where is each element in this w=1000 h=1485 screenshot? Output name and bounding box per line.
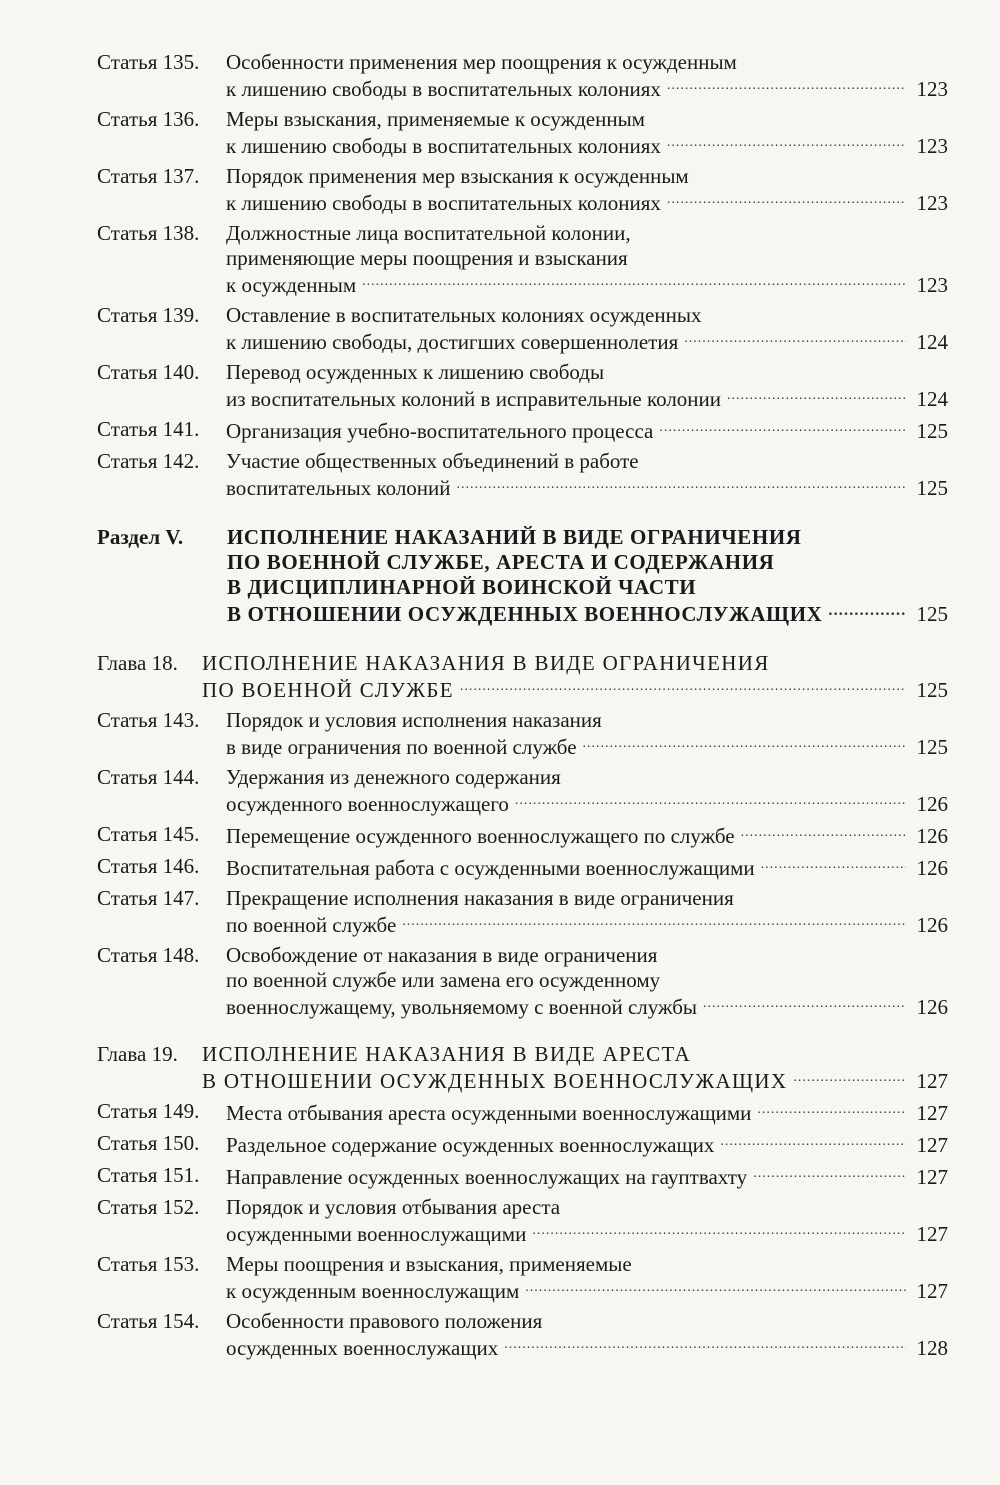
dot-leader	[741, 822, 906, 843]
toc-title-line: к осужденным	[226, 273, 357, 297]
toc-entry-label: Статья 150.	[97, 1131, 200, 1155]
toc-entry-title	[226, 360, 948, 412]
dot-leader	[525, 1277, 906, 1298]
dot-leader	[583, 733, 906, 754]
toc-entry-title	[226, 1252, 948, 1304]
page-number: 127	[916, 1133, 948, 1157]
toc-title-line: Организация учебно-воспитательного процесса	[226, 419, 654, 443]
dot-leader	[515, 790, 906, 811]
dot-leader	[532, 1220, 906, 1241]
page-number: 124	[916, 330, 948, 354]
toc-title-line: ИСПОЛНЕНИЕ НАКАЗАНИЯ В ВИДЕ ОГРАНИЧЕНИЯ	[202, 651, 770, 675]
dot-leader	[667, 75, 906, 96]
toc-title-last-line	[226, 1334, 948, 1361]
toc-title-line: из воспитательных колоний в исправительные колонии	[226, 387, 722, 411]
dot-leader	[793, 1067, 906, 1088]
dot-leader	[362, 271, 906, 292]
toc-title-last-line	[226, 733, 948, 760]
toc-article	[97, 221, 948, 298]
toc-title-last-line	[226, 328, 948, 355]
toc-title-line: Особенности правового положения	[226, 1309, 543, 1333]
page-number: 127	[916, 1222, 948, 1246]
toc-title-last-line	[226, 271, 948, 298]
toc-entry-label: Статья 153.	[97, 1252, 200, 1276]
toc-entry-label: Статья 138.	[97, 221, 200, 245]
toc-title-last-line	[226, 1163, 948, 1190]
toc-title-last-line	[226, 911, 948, 938]
toc-entry-title	[226, 1195, 948, 1247]
toc-entry-label: Глава 19.	[97, 1042, 178, 1066]
toc-title-line: Меры взыскания, применяемые к осужденным	[226, 107, 645, 131]
toc-entry-title	[226, 417, 948, 444]
toc-entry-label: Статья 135.	[97, 50, 200, 74]
page-number: 126	[916, 913, 948, 937]
toc-entry-title	[226, 1131, 948, 1158]
toc-title-line: В ОТНОШЕНИИ ОСУЖДЕННЫХ ВОЕННОСЛУЖАЩИХ	[227, 602, 823, 626]
toc-article	[97, 1163, 948, 1190]
toc-entry-title	[226, 854, 948, 881]
toc-entry-title	[226, 1099, 948, 1126]
toc-title-line: осужденного военнослужащего	[226, 792, 509, 816]
dot-leader	[402, 911, 906, 932]
toc-entry-label: Статья 145.	[97, 822, 200, 846]
toc-entry-label: Статья 143.	[97, 708, 200, 732]
page-number: 126	[916, 856, 948, 880]
page-number: 127	[916, 1069, 948, 1093]
toc-title-line: Должностные лица воспитательной колонии,	[226, 221, 631, 245]
toc-title-last-line	[226, 822, 948, 849]
toc-title-line: Воспитательная работа с осужденными военнослужащими	[226, 856, 755, 880]
page-number: 125	[916, 476, 948, 500]
toc-entry-label: Статья 139.	[97, 303, 200, 327]
dot-leader	[828, 600, 906, 621]
toc-title-line: Порядок применения мер взыскания к осужденным	[226, 164, 689, 188]
toc-title-last-line	[226, 132, 948, 159]
page-number: 126	[916, 824, 948, 848]
toc-title-line: к лишению свободы в воспитательных колониях	[226, 134, 661, 158]
toc-entry-label: Статья 148.	[97, 943, 200, 967]
toc-entry-title	[226, 1163, 948, 1190]
dot-leader	[504, 1334, 906, 1355]
dot-leader	[667, 132, 906, 153]
page-number: 127	[916, 1101, 948, 1125]
toc-title-line: военнослужащему, увольняемому с военной службы	[226, 995, 698, 1019]
toc-title-line: по военной службе	[226, 913, 397, 937]
toc-entry-label: Статья 154.	[97, 1309, 200, 1333]
dot-leader	[659, 417, 906, 438]
dot-leader	[460, 676, 906, 697]
toc-title-line: осужденных военнослужащих	[226, 1336, 499, 1360]
toc-article	[97, 1252, 948, 1304]
toc-title-last-line	[202, 1067, 948, 1094]
toc-article	[97, 708, 948, 760]
toc-entry-title	[226, 765, 948, 817]
toc-article	[97, 107, 948, 159]
page-number: 124	[916, 387, 948, 411]
toc-article	[97, 1099, 948, 1126]
toc-title-line: В ДИСЦИПЛИНАРНОЙ ВОИНСКОЙ ЧАСТИ	[227, 575, 697, 599]
dot-leader	[757, 1099, 906, 1120]
dot-leader	[761, 854, 906, 875]
toc-article	[97, 50, 948, 102]
toc-entry-label: Статья 152.	[97, 1195, 200, 1219]
toc-chapter	[97, 651, 948, 703]
toc-entry-label: Статья 136.	[97, 107, 200, 131]
toc-title-line: ИСПОЛНЕНИЕ НАКАЗАНИЙ В ВИДЕ ОГРАНИЧЕНИЯ	[227, 525, 802, 549]
toc-title-last-line	[226, 385, 948, 412]
toc-article	[97, 886, 948, 938]
dot-leader	[667, 189, 906, 210]
toc-title-line: Раздельное содержание осужденных военнослужащих	[226, 1133, 715, 1157]
toc-title-last-line	[202, 676, 948, 703]
toc-title-last-line	[227, 600, 948, 627]
page-number: 126	[916, 995, 948, 1019]
page-number: 123	[916, 77, 948, 101]
toc-title-line: Места отбывания ареста осужденными военнослужащими	[226, 1101, 752, 1125]
toc-title-last-line	[226, 417, 948, 444]
page-number: 125	[916, 678, 948, 702]
toc-title-last-line	[226, 993, 948, 1020]
toc-article	[97, 1309, 948, 1361]
page-number: 127	[916, 1279, 948, 1303]
toc-title-line: по военной службе или замена его осужденному	[226, 968, 661, 992]
toc-entry-title	[226, 886, 948, 938]
toc-title-line: ИСПОЛНЕНИЕ НАКАЗАНИЯ В ВИДЕ АРЕСТА	[202, 1042, 692, 1066]
toc-entry-title	[226, 449, 948, 501]
toc-entry-title	[226, 107, 948, 159]
toc-article	[97, 1195, 948, 1247]
toc-title-last-line	[226, 1277, 948, 1304]
toc-title-line: ПО ВОЕННОЙ СЛУЖБЕ	[202, 678, 454, 702]
toc-title-line: к лишению свободы в воспитательных колониях	[226, 191, 661, 215]
toc-title-line: Перевод осужденных к лишению свободы	[226, 360, 605, 384]
toc-title-last-line	[226, 1099, 948, 1126]
page-number: 125	[916, 602, 948, 626]
toc-title-line: Порядок и условия исполнения наказания	[226, 708, 602, 732]
toc-entry-label: Статья 140.	[97, 360, 200, 384]
page-number: 127	[916, 1165, 948, 1189]
toc-title-line: Порядок и условия отбывания ареста	[226, 1195, 561, 1219]
toc-entry-title	[226, 943, 948, 1020]
toc-section	[97, 525, 948, 627]
toc-article	[97, 943, 948, 1020]
toc-entry-title	[226, 221, 948, 298]
toc-article	[97, 765, 948, 817]
toc-entry-label: Статья 144.	[97, 765, 200, 789]
toc-title-line: Меры поощрения и взыскания, применяемые	[226, 1252, 632, 1276]
toc-entry-label: Раздел V.	[97, 525, 184, 549]
toc-chapter	[97, 1042, 948, 1094]
toc-title-line: в виде ограничения по военной службе	[226, 735, 577, 759]
toc-entry-title	[226, 822, 948, 849]
dot-leader	[727, 385, 906, 406]
toc-entry-title	[226, 708, 948, 760]
page-number: 128	[916, 1336, 948, 1360]
toc-entry-label: Статья 142.	[97, 449, 200, 473]
page-number: 125	[916, 419, 948, 443]
dot-leader	[720, 1131, 906, 1152]
toc-title-line: Участие общественных объединений в работе	[226, 449, 639, 473]
toc-article	[97, 360, 948, 412]
toc-article	[97, 822, 948, 849]
toc-article	[97, 303, 948, 355]
toc-entry-title	[202, 1042, 948, 1094]
toc-title-line: Перемещение осужденного военнослужащего по службе	[226, 824, 735, 848]
toc-entry-title	[202, 651, 948, 703]
toc-title-line: к лишению свободы в воспитательных колониях	[226, 77, 661, 101]
toc-entry-title	[226, 1309, 948, 1361]
page-number: 123	[916, 191, 948, 215]
toc-title-line: применяющие меры поощрения и взыскания	[226, 246, 628, 270]
dot-leader	[684, 328, 906, 349]
toc-title-last-line	[226, 75, 948, 102]
toc-title-line: к лишению свободы, достигших совершеннолетия	[226, 330, 679, 354]
dot-leader	[703, 993, 906, 1014]
toc-title-line: В ОТНОШЕНИИ ОСУЖДЕННЫХ ВОЕННОСЛУЖАЩИХ	[202, 1069, 788, 1093]
toc-title-line: Особенности применения мер поощрения к осужденным	[226, 50, 737, 74]
toc-title-line: осужденными военнослужащими	[226, 1222, 527, 1246]
toc-entry-label: Статья 141.	[97, 417, 200, 441]
toc-title-last-line	[226, 854, 948, 881]
toc-entry-label: Статья 147.	[97, 886, 200, 910]
page-number: 125	[916, 735, 948, 759]
toc-entry-label: Статья 146.	[97, 854, 200, 878]
toc-title-last-line	[226, 189, 948, 216]
toc-entry-label: Статья 149.	[97, 1099, 200, 1123]
page-number: 126	[916, 792, 948, 816]
toc-title-line: Удержания из денежного содержания	[226, 765, 561, 789]
toc-title-line: к осужденным военнослужащим	[226, 1279, 520, 1303]
toc-entry-label: Статья 151.	[97, 1163, 200, 1187]
toc-article	[97, 417, 948, 444]
toc-title-last-line	[226, 474, 948, 501]
toc-title-last-line	[226, 790, 948, 817]
toc-title-line: Оставление в воспитательных колониях осужденных	[226, 303, 702, 327]
toc-title-line: Освобождение от наказания в виде ограничения	[226, 943, 658, 967]
toc-article	[97, 854, 948, 881]
toc-article	[97, 164, 948, 216]
toc-article	[97, 449, 948, 501]
toc-entry-title	[226, 164, 948, 216]
toc-entry-label: Глава 18.	[97, 651, 178, 675]
toc-entry-label: Статья 137.	[97, 164, 200, 188]
toc-entry-title	[227, 525, 948, 627]
toc-title-line: Направление осужденных военнослужащих на гауптвахту	[226, 1165, 748, 1189]
page-number: 123	[916, 134, 948, 158]
toc-title-line: воспитательных колоний	[226, 476, 451, 500]
page-number: 123	[916, 273, 948, 297]
dot-leader	[457, 474, 906, 495]
toc-title-last-line	[226, 1131, 948, 1158]
toc-title-line: ПО ВОЕННОЙ СЛУЖБЕ, АРЕСТА И СОДЕРЖАНИЯ	[227, 550, 775, 574]
toc-entry-title	[226, 50, 948, 102]
toc-title-line: Прекращение исполнения наказания в виде ограничения	[226, 886, 734, 910]
toc-entry-title	[226, 303, 948, 355]
dot-leader	[753, 1163, 906, 1184]
toc-title-last-line	[226, 1220, 948, 1247]
toc-article	[97, 1131, 948, 1158]
